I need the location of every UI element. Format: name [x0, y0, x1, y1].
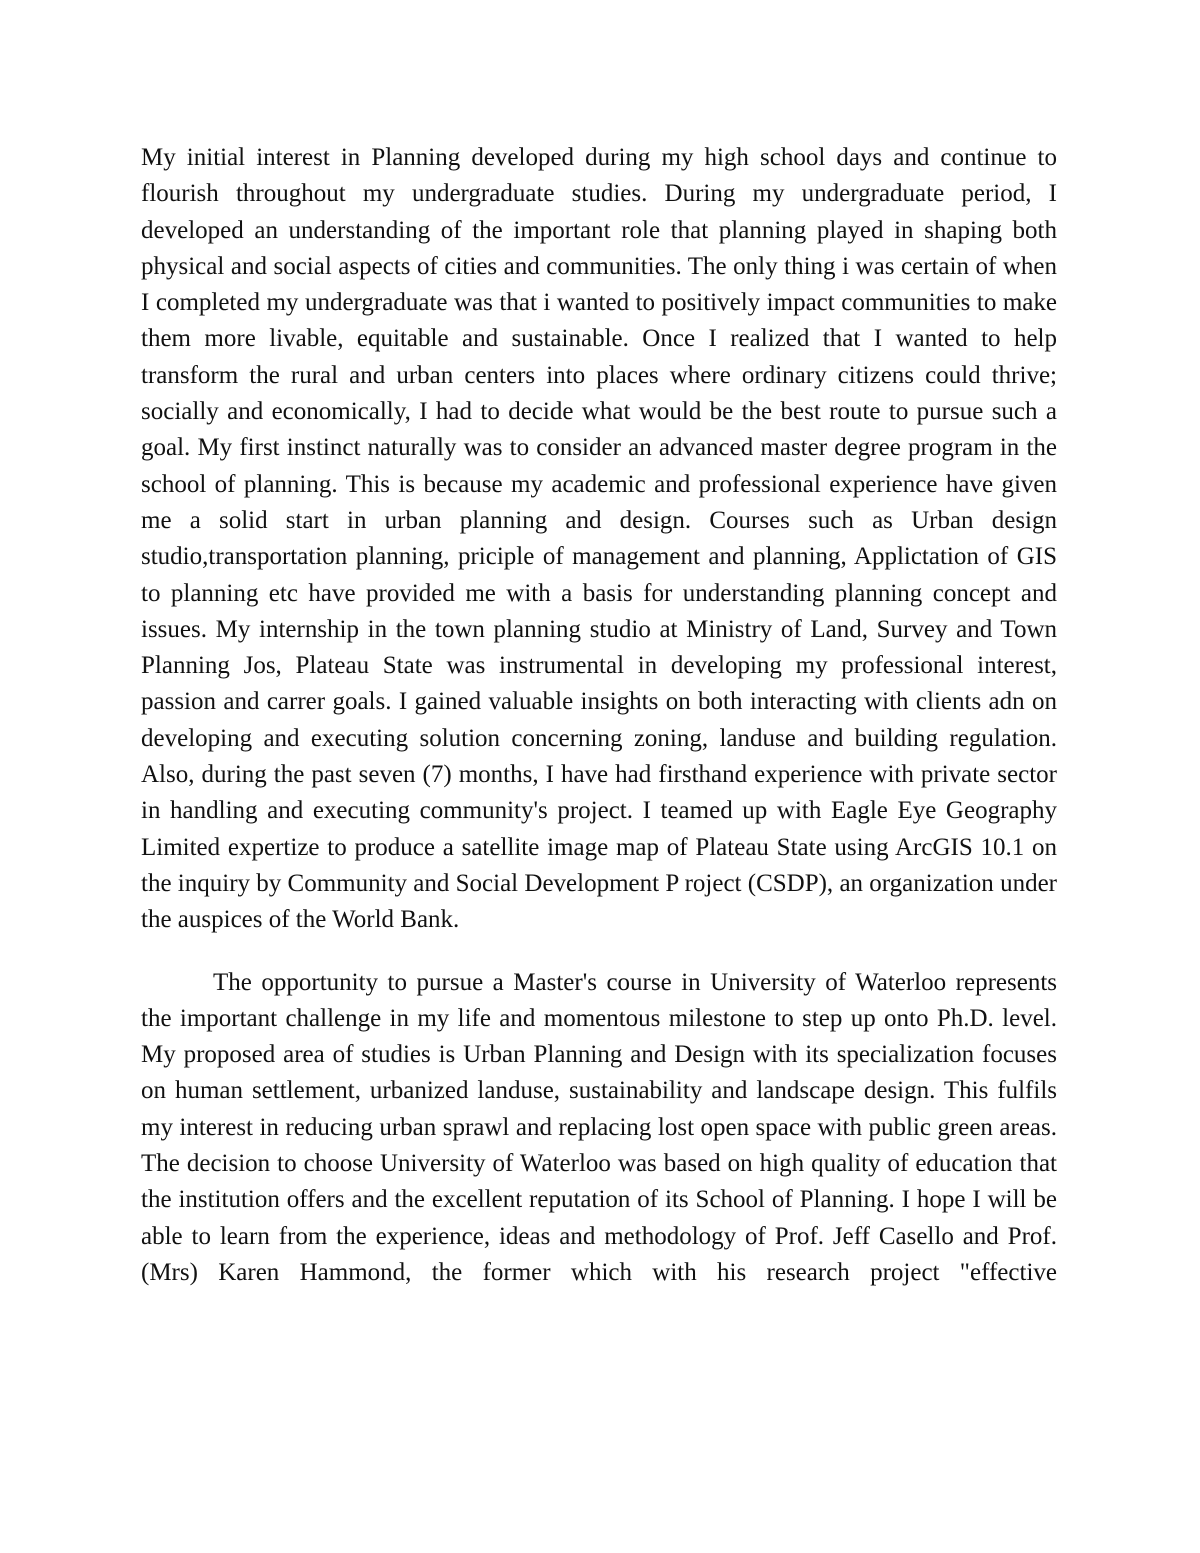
- paragraph-initial-interest: My initial interest in Planning developed during my high school days and continue to flourish throughout my undergraduate studies. During my undergraduate period, I developed an understanding of the important role that planning played in shaping both physical and social aspects of cities and communities. The only thing i was certain of when I completed my undergraduate was that i wanted to positively impact communities to make them more livable, equitable and sustainable. Once I realized that I wanted to help transform the rural and urban centers into places where ordinary citizens could thrive; socially and economically, I had to decide what would be the best route to pursue such a goal. My first instinct naturally was to consider an advanced master degree program in the school of planning. This is because my academic and professional experience have given me a solid start in urban planning and design. Courses such as Urban design studio,transportation planning, priciple of management and planning, Applictation of GIS to planning etc have provided me with a basis for understanding planning concept and issues. My internship in the town planning studio at Ministry of Land, Survey and Town Planning Jos, Plateau State was instrumental in developing my professional interest, passion and carrer goals. I gained valuable insights on both interacting with clients adn on developing and executing solution concerning zoning, landuse and building regulation. Also, during the past seven (7) months, I have had firsthand experience with private sector in handling and executing community's project. I teamed up with Eagle Eye Geography Limited expertize to produce a satellite image map of Plateau State using ArcGIS 10.1 on the inquiry by Community and Social Development P roject (CSDP), an organization under the auspices of the World Bank.: [141, 144, 1057, 934]
- document-body: [141, 140, 1057, 1291]
- paragraph-waterloo-opportunity: The opportunity to pursue a Master's course in University of Waterloo represents the important challenge in my life and momentous milestone to step up onto Ph.D. level. My proposed area of studies is Urban Planning and Design with its specialization focuses on human settlement, urbanized landuse, sustainability and landscape design. This fulfils my interest in reducing urban sprawl and replacing lost open space with public green areas. The decision to choose University of Waterloo was based on high quality of education that the institution offers and the excellent reputation of its School of Planning. I hope I will be able to learn from the experience, ideas and methodology of Prof. Jeff Casello and Prof. (Mrs) Karen Hammond, the former which with his research project "effective: [141, 968, 1057, 1286]
